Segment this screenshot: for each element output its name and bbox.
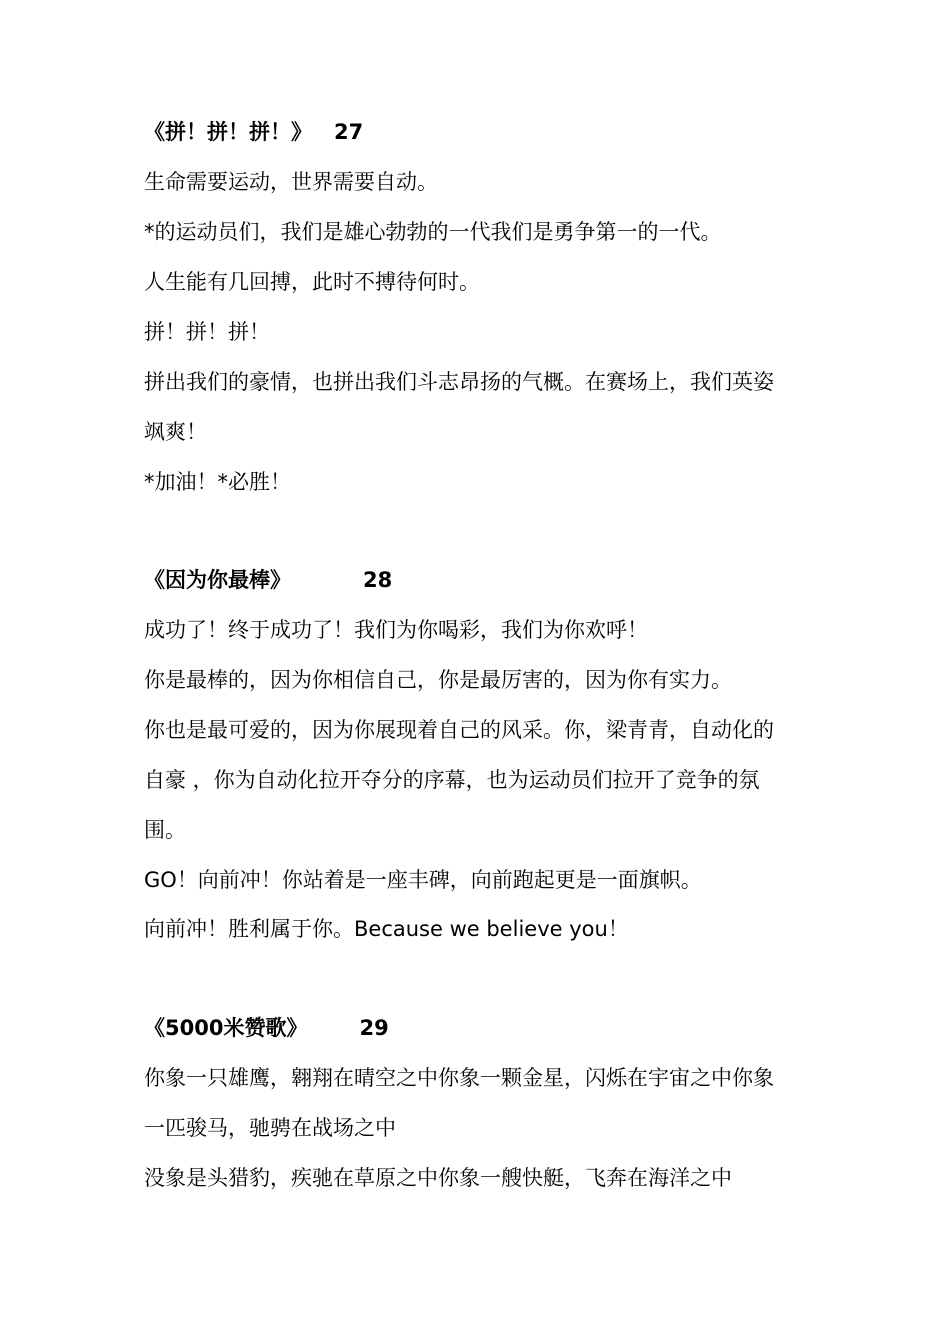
section-number: 29 xyxy=(359,1016,389,1040)
text-line: 围。 xyxy=(144,818,186,842)
section-title xyxy=(144,1013,389,1043)
text-line: 一匹骏马，驰骋在战场之中 xyxy=(144,1116,396,1140)
text-line: 成功了！终于成功了！我们为你喝彩，我们为你欢呼！ xyxy=(144,618,648,642)
section-number: 28 xyxy=(363,568,393,592)
section-number: 27 xyxy=(334,120,364,144)
text-line: 飒爽！ xyxy=(144,420,207,444)
text-line: *加油！*必胜！ xyxy=(144,470,291,494)
text-line: GO！向前冲！你站着是一座丰碑，向前跑起更是一面旗帜。 xyxy=(144,868,702,892)
section-title-text: 《5000米赞歌》 xyxy=(144,1016,308,1040)
text-line: 你也是最可爱的，因为你展现着自己的风采。你，梁青青，自动化的 xyxy=(144,718,774,742)
section-title xyxy=(144,117,363,147)
section-title-text: 《拼！拼！拼！》 xyxy=(144,120,312,144)
text-line: 你是最棒的，因为你相信自己，你是最厉害的，因为你有实力。 xyxy=(144,668,732,692)
text-line: 拼！拼！拼！ xyxy=(144,320,270,344)
text-line: 拼出我们的豪情，也拼出我们斗志昂扬的气概。在赛场上，我们英姿 xyxy=(144,370,774,394)
text-line: 没象是头猎豹，疾驰在草原之中你象一艘快艇，飞奔在海洋之中 xyxy=(144,1166,732,1190)
text-line: 生命需要运动，世界需要自动。 xyxy=(144,170,438,194)
text-line: 你象一只雄鹰，翱翔在晴空之中你象一颗金星，闪烁在宇宙之中你象 xyxy=(144,1066,774,1090)
text-line: *的运动员们，我们是雄心勃勃的一代我们是勇争第一的一代。 xyxy=(144,220,722,244)
text-line: 自豪 ，你为自动化拉开夺分的序幕，也为运动员们拉开了竞争的氛 xyxy=(144,768,760,792)
text-line: 向前冲！胜利属于你。Because we believe you！ xyxy=(144,917,629,941)
text-line: 人生能有几回搏，此时不搏待何时。 xyxy=(144,270,480,294)
section-title-text: 《因为你最棒》 xyxy=(144,568,291,592)
section-title xyxy=(144,565,392,595)
